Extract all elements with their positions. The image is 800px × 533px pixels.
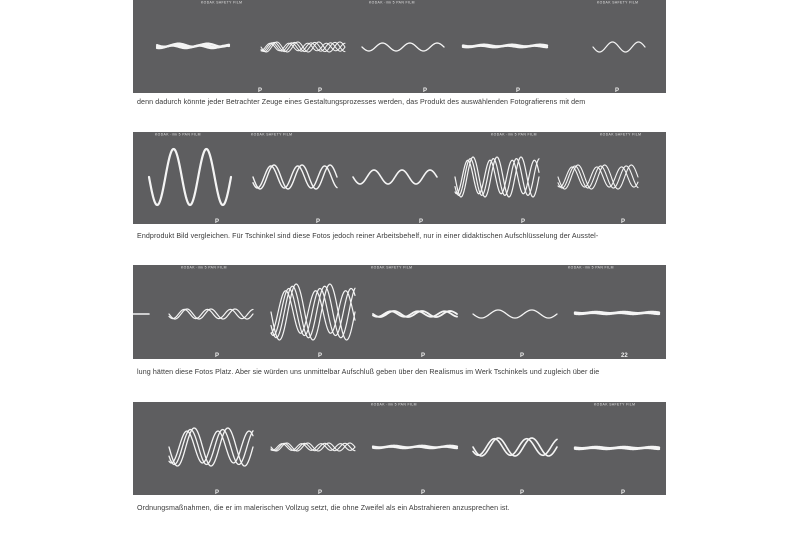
caption-line-2: Endprodukt Bild vergleichen. Für Tschinkel sind diese Fotos jedoch reiner Arbeitsbehelf, nur in einer didaktischen Aufschlüsselung der Ausstel-: [137, 232, 599, 240]
edge-label: KODAK ·ilm 5 PAN FILM: [371, 402, 417, 407]
frame-number: P: [516, 88, 521, 93]
frame-number: P: [421, 353, 426, 359]
frame-number: P: [621, 490, 626, 495]
frame-number: P: [215, 490, 220, 495]
waveform-group: [271, 284, 355, 340]
waveform-group: [373, 311, 457, 317]
waveform-trace: [157, 46, 229, 49]
waveform-group: [149, 149, 231, 205]
film-strip-1: [133, 0, 666, 93]
edge-label: KODAK SAFETY FILM: [600, 132, 642, 137]
waveform-trace: [575, 313, 659, 314]
film-strip-4-waves: [133, 402, 666, 495]
waveform-group: [271, 443, 355, 451]
edge-label: KODAK ·ilm 5 PAN FILM: [155, 132, 201, 137]
waveform-group: [169, 428, 253, 466]
waveform-trace: [149, 149, 231, 205]
frame-number: P: [318, 490, 323, 495]
edge-label: KODAK SAFETY FILM: [371, 265, 413, 270]
waveform-trace: [463, 46, 547, 47]
frame-number: P: [421, 490, 426, 495]
edge-label: KODAK ·ilm 5 PAN FILM: [568, 265, 614, 270]
frame-number: P: [621, 219, 626, 224]
film-strip-3: [133, 265, 666, 359]
waveform-group: [253, 165, 337, 189]
edge-label: KODAK ·ilm 5 PAN FILM: [369, 0, 415, 5]
waveform-group: [455, 157, 539, 197]
frame-number: P: [423, 88, 428, 93]
waveform-group: [157, 44, 229, 49]
waveform-trace: [373, 447, 457, 448]
waveform-group: [575, 447, 659, 449]
frame-number: P: [521, 219, 526, 224]
frame-number: P: [258, 88, 263, 93]
caption-line-4: Ordnungsmaßnahmen, die er im malerischen Vollzug setzt, die ohne Zweifel als ein Abstrahieren anzusprechen ist.: [137, 504, 510, 512]
frame-number: P: [215, 219, 220, 224]
frame-number: P: [419, 219, 424, 224]
film-strip-1-waves: [133, 0, 666, 93]
waveform-group: [362, 43, 444, 51]
edge-label: KODAK SAFETY FILM: [201, 0, 243, 5]
waveform-trace: [473, 310, 557, 318]
waveform-group: [353, 170, 437, 184]
waveform-trace: [593, 42, 645, 52]
edge-label: KODAK SAFETY FILM: [597, 0, 639, 5]
waveform-trace: [575, 448, 659, 449]
waveform-trace: [353, 170, 437, 184]
frame-number: P: [615, 88, 620, 93]
caption-line-3: lung hätten diese Fotos Platz. Aber sie würden uns unmittelbar Aufschluß geben über den Realismus im Werk Tschinkels und zugleich über die: [137, 368, 600, 376]
waveform-group: [169, 309, 253, 319]
film-strip-3-waves: [133, 265, 666, 359]
waveform-group: [373, 446, 457, 448]
edge-label: KODAK SAFETY FILM: [251, 132, 293, 137]
waveform-trace: [362, 43, 444, 51]
frame-number: P: [520, 353, 525, 359]
frame-number: P: [318, 353, 323, 359]
frame-number: P: [318, 88, 323, 93]
edge-label: KODAK ·ilm 5 PAN FILM: [181, 265, 227, 270]
frame-number: P: [215, 353, 220, 359]
edge-label: KODAK SAFETY FILM: [594, 402, 636, 407]
waveform-group: [473, 438, 557, 456]
waveform-group: [473, 310, 557, 318]
frame-number: P: [520, 490, 525, 495]
waveform-group: [575, 312, 659, 314]
waveform-trace: [169, 428, 253, 466]
film-strip-2: [133, 132, 666, 224]
waveform-group: [463, 45, 547, 47]
waveform-group: [593, 42, 645, 52]
waveform-group: [261, 42, 345, 52]
edge-label: KODAK ·ilm 5 PAN FILM: [491, 132, 537, 137]
frame-number: 22: [621, 353, 628, 359]
film-strip-2-waves: [133, 132, 666, 224]
caption-line-1: denn dadurch könnte jeder Betrachter Zeuge eines Gestaltungsprozesses werden, das Produkt des auswählenden Fotografierens mit dem: [137, 98, 586, 106]
frame-number: P: [316, 219, 321, 224]
film-strip-4: [133, 402, 666, 495]
waveform-group: [558, 165, 638, 189]
